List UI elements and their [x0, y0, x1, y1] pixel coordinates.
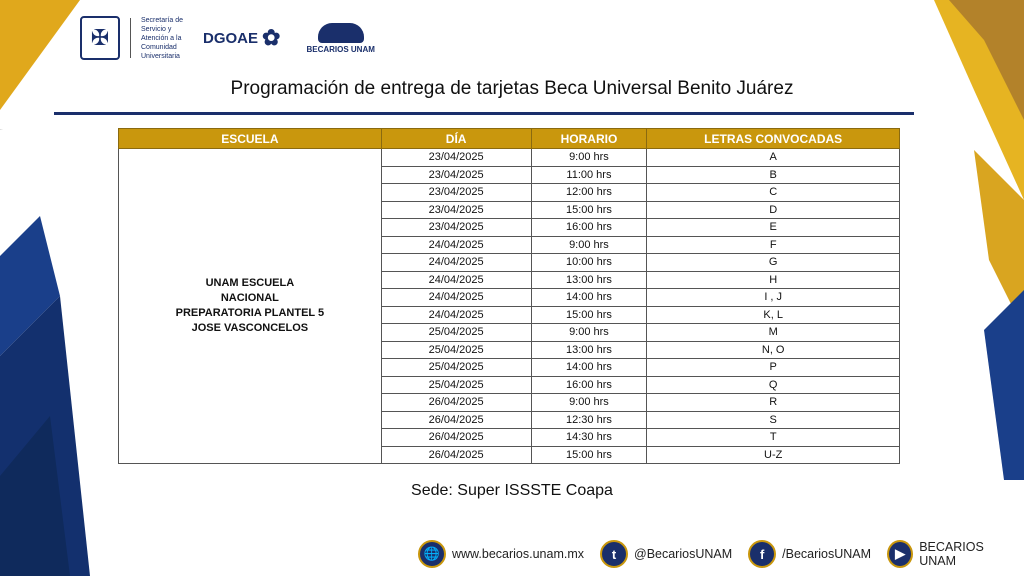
letters-cell: A [647, 149, 900, 167]
time-cell: 14:00 hrs [531, 359, 647, 377]
date-cell: 24/04/2025 [381, 271, 531, 289]
secretaria-label: Secretaría de Servicio y Atención a la Comunidad Universitaria [141, 16, 184, 60]
time-cell: 9:00 hrs [531, 149, 647, 167]
letters-cell: U-Z [647, 446, 900, 464]
becarios-label: BECARIOS UNAM [306, 44, 375, 54]
date-cell: 25/04/2025 [381, 324, 531, 342]
footer-twitter[interactable] [600, 540, 732, 568]
school-name-line: PREPARATORIA PLANTEL 5 [175, 307, 325, 319]
corner-decoration-bottom-left [0, 216, 100, 576]
time-cell: 9:00 hrs [531, 394, 647, 412]
time-cell: 16:00 hrs [531, 219, 647, 237]
date-cell: 24/04/2025 [381, 289, 531, 307]
facebook-icon: f [748, 540, 776, 568]
footer-youtube[interactable] [887, 540, 1016, 568]
date-cell: 25/04/2025 [381, 359, 531, 377]
letters-cell: H [647, 271, 900, 289]
table-row [119, 149, 900, 167]
unam-seal-icon: ✠ [80, 16, 120, 60]
date-cell: 24/04/2025 [381, 254, 531, 272]
letters-cell: R [647, 394, 900, 412]
date-cell: 23/04/2025 [381, 166, 531, 184]
date-cell: 23/04/2025 [381, 149, 531, 167]
time-cell: 14:00 hrs [531, 289, 647, 307]
footer-facebook[interactable] [748, 540, 871, 568]
time-cell: 11:00 hrs [531, 166, 647, 184]
letters-cell: B [647, 166, 900, 184]
corner-decoration-right [914, 0, 1024, 480]
date-cell: 25/04/2025 [381, 341, 531, 359]
letters-cell: F [647, 236, 900, 254]
date-cell: 24/04/2025 [381, 306, 531, 324]
logo-divider [130, 18, 131, 58]
time-cell: 15:00 hrs [531, 201, 647, 219]
date-cell: 26/04/2025 [381, 446, 531, 464]
youtube-link[interactable]: BECARIOS UNAM [919, 540, 984, 568]
letters-cell: K, L [647, 306, 900, 324]
time-cell: 16:00 hrs [531, 376, 647, 394]
time-cell: 12:00 hrs [531, 184, 647, 202]
time-cell: 9:00 hrs [531, 324, 647, 342]
letters-cell: G [647, 254, 900, 272]
globe-icon: 🌐 [418, 540, 446, 568]
time-cell: 9:00 hrs [531, 236, 647, 254]
time-cell: 10:00 hrs [531, 254, 647, 272]
letters-cell: D [647, 201, 900, 219]
date-cell: 26/04/2025 [381, 411, 531, 429]
venue-label: Sede: Super ISSSTE Coapa [411, 482, 613, 499]
becarios-emblem-icon [318, 23, 364, 43]
letters-cell: N, O [647, 341, 900, 359]
header-escuela: ESCUELA [119, 129, 382, 149]
page-title: Programación de entrega de tarjetas Beca Universal Benito Juárez [230, 78, 794, 99]
letters-cell: T [647, 429, 900, 447]
twitter-link[interactable]: @BecariosUNAM [634, 547, 733, 561]
becarios-unam-logo [306, 23, 374, 54]
dgoae-label: DGOAE [203, 29, 259, 47]
web-link[interactable]: www.becarios.unam.mx [452, 547, 584, 561]
table-header-row [119, 129, 900, 149]
letters-cell: P [647, 359, 900, 377]
letters-cell: S [647, 411, 900, 429]
letters-cell: M [647, 324, 900, 342]
header-logos [80, 12, 375, 64]
header-dia: DÍA [381, 129, 531, 149]
dgoae-logo [203, 25, 280, 51]
time-cell: 13:00 hrs [531, 341, 647, 359]
school-name-line: NACIONAL [220, 292, 279, 304]
schedule-table [118, 128, 900, 464]
letters-cell: Q [647, 376, 900, 394]
date-cell: 23/04/2025 [381, 184, 531, 202]
time-cell: 15:00 hrs [531, 306, 647, 324]
time-cell: 12:30 hrs [531, 411, 647, 429]
date-cell: 23/04/2025 [381, 201, 531, 219]
youtube-play-icon: ▶ [887, 540, 913, 568]
letters-cell: C [647, 184, 900, 202]
footer-web[interactable] [418, 540, 584, 568]
date-cell: 23/04/2025 [381, 219, 531, 237]
date-cell: 25/04/2025 [381, 376, 531, 394]
date-cell: 26/04/2025 [381, 429, 531, 447]
header-letras: LETRAS CONVOCADAS [647, 129, 900, 149]
school-name-cell [119, 149, 382, 464]
dgoae-emblem-icon: ✿ [262, 25, 281, 50]
time-cell: 14:30 hrs [531, 429, 647, 447]
letters-cell: E [647, 219, 900, 237]
header-horario: HORARIO [531, 129, 647, 149]
footer-contacts [418, 540, 1024, 568]
time-cell: 15:00 hrs [531, 446, 647, 464]
twitter-icon: t [600, 540, 628, 568]
facebook-link[interactable]: /BecariosUNAM [782, 547, 872, 561]
letters-cell: I , J [647, 289, 900, 307]
school-name-line: JOSE VASCONCELOS [191, 322, 309, 334]
time-cell: 13:00 hrs [531, 271, 647, 289]
date-cell: 24/04/2025 [381, 236, 531, 254]
title-underline [54, 112, 914, 115]
school-name-line: UNAM ESCUELA [205, 277, 295, 289]
date-cell: 26/04/2025 [381, 394, 531, 412]
